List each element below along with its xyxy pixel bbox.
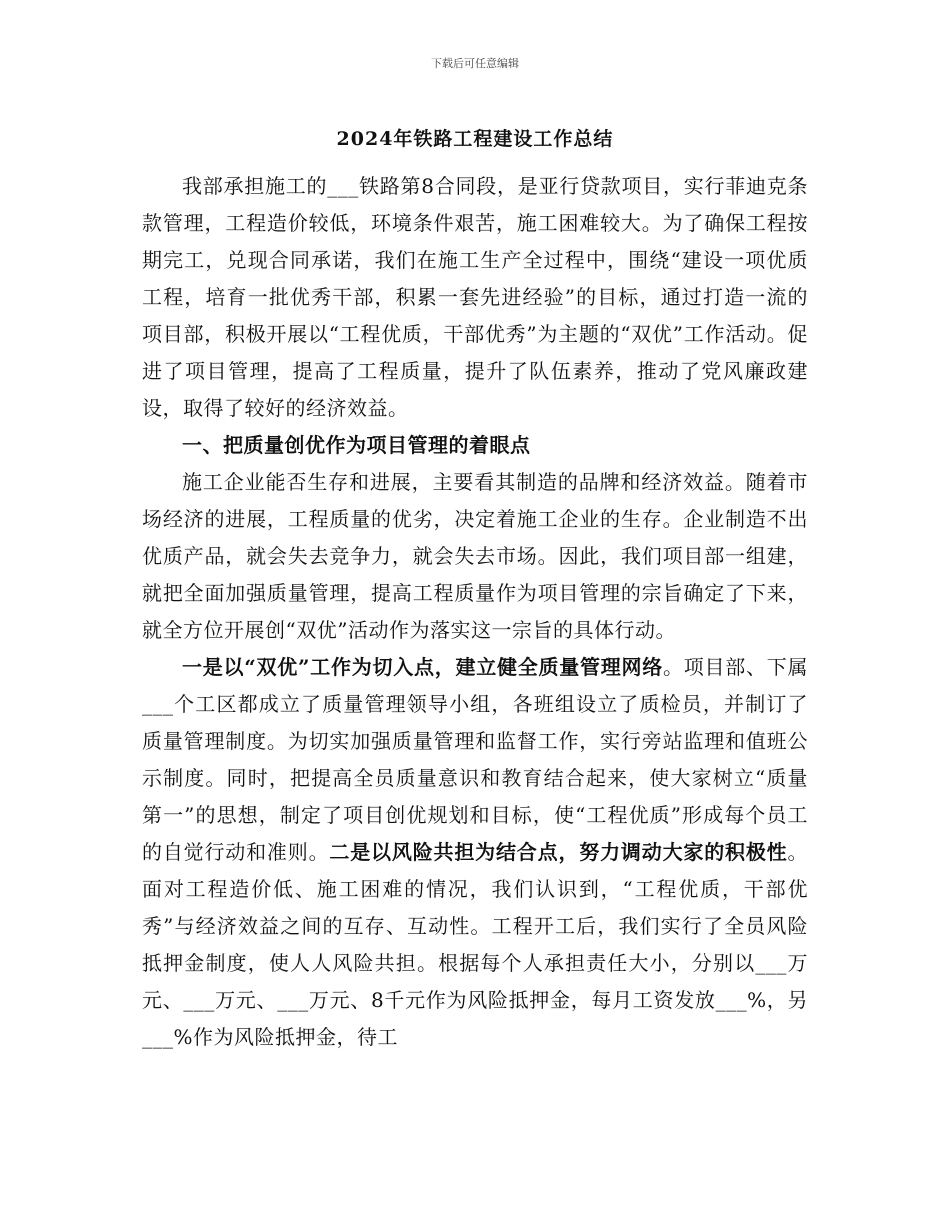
measure-2-text: 。面对工程造价低、施工困难的情况，我们认识到，“工程优质，干部优秀”与经济效益之间的互存、互动性。工程开工后，我们实行了全员风险抵押金制度，使人人风险共担。根据每个人承担责任大小，分别以___万元、___万元、___万元、8千元作为风险抵押金，每月工资发放___%，另___%作为风险抵押金，待工 [142,840,809,1049]
paragraph-intro: 我部承担施工的___铁路第8合同段，是亚行贷款项目，实行菲迪克条款管理，工程造价较低，环境条件艰苦，施工困难较大。为了确保工程按期完工，兑现合同承诺，我们在施工生产全过程中，围绕“建设一项优质工程，培育一批优秀干部，积累一套先进经验”的目标，通过打造一流的项目部，积极开展以“工程优质，干部优秀”为主题的“双优”工作活动。促进了项目管理，提高了工程质量，提升了队伍素养，推动了党风廉政建设，取得了较好的经济效益。 [142,174,808,420]
paragraph-section-1: 施工企业能否生存和进展，主要看其制造的品牌和经济效益。随着市场经济的进展，工程质量的优劣，决定着施工企业的生存。企业制造不出优质产品，就会失去竞争力，就会失去市场。因此，我们项目部一组建，就把全面加强质量管理，提高工程质量作为项目管理的宗旨确定了下来，就全方位开展创“双优”活动作为落实这一宗旨的具体行动。 [142,470,808,642]
header-note: 下载后可任意编辑 [431,57,519,70]
measure-1-text: 。项目部、下属___个工区都成立了质量管理领导小组，各班组设立了质检员，并制订了质量管理制度。为切实加强质量管理和监督工作，实行旁站监理和值班公示制度。同时，把提高全员质量意识和教育结合起来，使大家树立“质量第一”的思想，制定了项目创优规划和目标，使“工程优质”形成每个员工的自觉行动和准则。 [142,655,808,864]
measure-2-heading: 二是以风险共担为结合点，努力调动大家的积极性 [329,840,788,864]
document-body [142,168,808,1056]
paragraph-measures [142,649,808,1056]
section-heading-1: 一、把质量创优作为项目管理的着眼点 [182,433,531,457]
measure-1-heading: 一是以“双优”工作为切入点，建立健全质量管理网络 [182,655,663,679]
document-title: 2024年铁路工程建设工作总结 [336,128,614,150]
